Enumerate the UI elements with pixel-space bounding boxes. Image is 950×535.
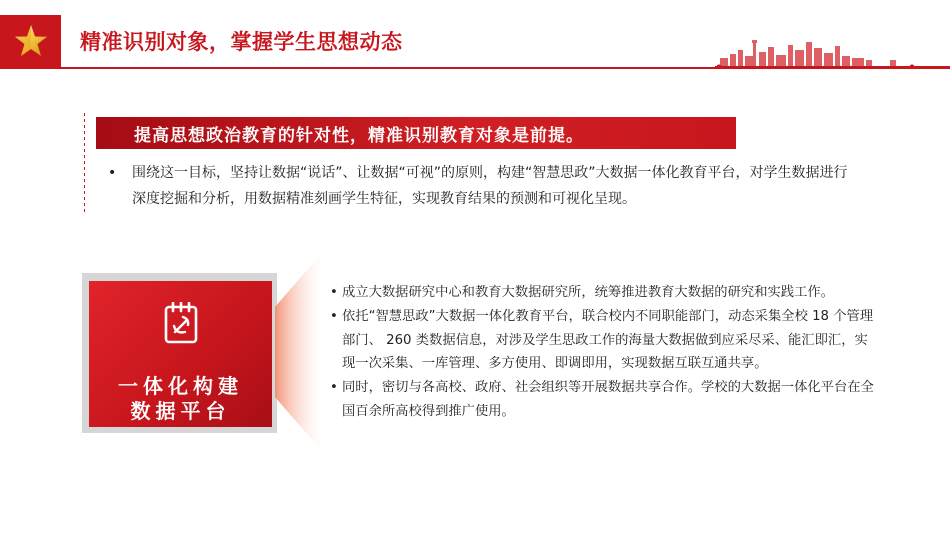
- list-item-text: 成立大数据研究中心和教育大数据研究所，统筹推进教育大数据的研究和实践工作。: [342, 285, 834, 300]
- page-title: 精准识别对象，掌握学生思想动态: [80, 30, 403, 54]
- bullet: •: [330, 308, 338, 324]
- dashed-divider: [84, 113, 85, 213]
- intro-text: 围绕这一目标，坚持让数据“说话”、让数据“可视”的原则，构建“智慧思政”大数据一体化教育平台，对学生数据进行深度挖掘和分析，用数据精准刻画学生特征，实现教育结果的预测和可视化呈现。: [132, 165, 848, 207]
- intro-paragraph: [108, 160, 848, 212]
- bullet: •: [108, 165, 117, 181]
- bullet: •: [330, 285, 338, 300]
- panel-card: [89, 281, 272, 427]
- platform-panel: [82, 273, 277, 433]
- panel-title-line2: 数据平台: [130, 399, 231, 423]
- section-banner-text: 提高思想政治教育的针对性，精准识别教育对象是前提。: [134, 126, 584, 146]
- list-item-text: 依托“智慧思政”大数据一体化教育平台，联合校内不同职能部门，动态采集全校 18 个管理部门、 260 类数据信息，对涉及学生思政工作的海量大数据做到应采尽采、能汇即汇，实现一次采集、一库管理、多方使用、即调即用，实现数据互联互通共享。: [342, 308, 874, 372]
- platform-list: [330, 281, 880, 424]
- star-icon: [14, 24, 48, 58]
- list-item: [330, 376, 880, 424]
- notepad-party-emblem-icon: [164, 302, 198, 344]
- fan-decoration: [275, 247, 335, 457]
- panel-title-line1: 一体化构建: [118, 374, 243, 398]
- list-item-text: 同时，密切与各高校、政府、社会组织等开展数据共享合作。学校的大数据一体化平台在全国百余所高校得到推广使用。: [342, 380, 874, 419]
- header: [0, 0, 950, 68]
- list-item: [330, 281, 880, 305]
- city-skyline-icon: [715, 36, 950, 68]
- bullet: •: [330, 380, 338, 396]
- star-badge: [0, 15, 61, 69]
- list-item: [330, 305, 880, 376]
